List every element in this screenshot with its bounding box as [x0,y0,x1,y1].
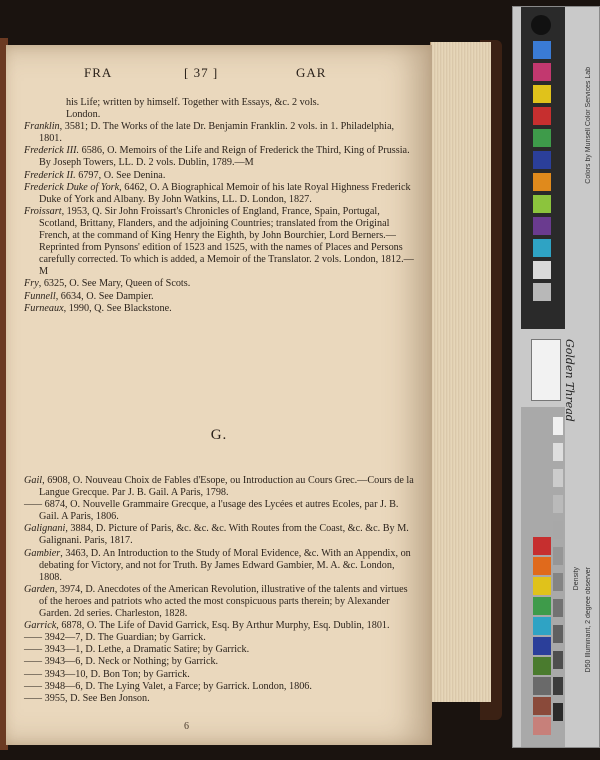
section-letter: G. [210,427,228,443]
entry-description: , 1990, Q. See Blackstone. [63,302,172,314]
color-swatch [533,637,551,655]
color-swatch [533,129,551,147]
catalog-entry [24,644,416,656]
color-swatch [533,195,551,213]
target-side-text-top: Colors by Munsell Color Services Lab [585,67,592,184]
entry-description: , 6908, O. Nouveau Choix de Fables d'Esope, ou Introduction au Cours Grec.—Cours de la Langue Grecque. Par J. B. Gail. A Paris, 1798. [39,475,414,499]
color-swatch [533,151,551,169]
color-swatch [533,617,551,635]
entry-description: 3955, D. See Ben Jonson. [42,692,150,704]
entry-heading: —— [24,680,43,692]
grey-step-swatch [553,599,563,617]
entry-heading: Frederick Duke of York [24,181,120,193]
color-swatch [533,557,551,575]
color-swatch [533,261,551,279]
catalog-entry [24,669,416,681]
entry-heading: Frederick III. [24,145,80,157]
color-swatch [533,537,551,555]
entry-description: , 1953, Q. Sir John Froissart's Chronicles of England, France, Spain, Portugal, Scotland, Brittany, Flanders, and the adjoining Countries; translated from the Original French, at the command of King Henry the Eighth, by John Bourchier, Lord Berners.—Reprinted from Pynsons' edition of 1523 and 1525, with the names of Places and Persons carefully corrected. To which is added, a Memoir of the Translator. 2 vols. London, 1812.—M [39,205,414,278]
color-swatch [533,41,551,59]
header-page-number: [ 37 ] [184,65,219,80]
catalog-entry [24,475,416,499]
entry-description: , 3974, D. Anecdotes of the American Revolution, illustrative of the talents and virtues of the heroes and patriots who acted the most conspicuous parts therein; by Alexander Garden. 2d series. Charleston, 1828. [39,583,408,620]
folio-number: 6 [184,721,189,732]
catalog-entry [24,145,416,169]
catalog-entry [24,499,416,523]
catalog-entry [24,632,416,644]
entry-heading: Garden [24,583,55,595]
page-block-edges [430,42,491,702]
entries-bottom [24,475,416,705]
entry-description: 6874, O. Nouvelle Grammaire Grecque, a l'usage des Lycées et autres Ecoles, par J. B. Gail. A Paris, 1806. [39,499,399,523]
entry-description: , 3581; D. The Works of the late Dr. Benjamin Franklin. 2 vols. in 1. Philadelphia, 1801. [39,121,395,145]
entry-description: 3943—10, D. Bon Ton; by Garrick. [42,668,190,680]
grey-step-swatch [553,573,563,591]
target-density-label: Density [573,567,580,591]
entry-heading: Gail [24,475,43,486]
grey-step-swatch [553,651,563,669]
grey-step-swatch [553,417,563,435]
entry-heading: Gambier [24,547,61,559]
grey-step-swatch [553,469,563,487]
grey-step-swatch [553,547,563,565]
catalog-entry [24,548,416,584]
header-right: GAR [296,65,327,80]
color-swatch [533,63,551,81]
catalog-entry [24,278,416,290]
color-swatch [533,657,551,675]
entry-heading: Fry [24,278,39,290]
entry-description: 3948—6, D. The Lying Valet, a Farce; by Garrick. London, 1806. [42,680,312,692]
catalog-entry [24,206,416,279]
entry-description: , 3884, D. Picture of Paris, &c. &c. &c. With Routes from the Coast, &c. &c. By M. Galignani. Paris, 1817. [39,523,409,547]
color-swatch [533,697,551,715]
catalog-entry [24,121,416,145]
entry-description: , 6878, O. The Life of David Garrick, Esq. By Arthur Murphy, Esq. Dublin, 1801. [56,620,390,632]
entry-heading: Galignani [24,523,66,535]
entry-description: 6797, O. See Denina. [75,169,166,181]
entry-heading: Funnell [24,290,56,302]
entry-continuation: his Life; written by himself. Together with Essays, &c. 2 vols. [66,97,320,108]
grey-step-swatch [553,625,563,643]
catalog-entry [24,523,416,547]
entry-heading: —— [24,692,43,704]
color-swatch [533,717,551,735]
entry-heading: Frederick II. [24,169,76,181]
entry-heading: Franklin [24,121,60,133]
punch-hole-icon [531,15,551,35]
grey-step-swatch [553,443,563,461]
entry-heading: Froissart [24,205,62,217]
entry-description: , 3463, D. An Introduction to the Study of Moral Evidence, &c. With an Appendix, on debating for Victory, and not for Truth. By James Edward Gambier, M. A. &c. London, 1808. [39,547,411,583]
entry-description: 3943—6, D. Neck or Nothing; by Garrick. [42,656,219,668]
color-swatch [533,597,551,615]
color-target [512,6,600,748]
entries-top [24,97,416,315]
entry-heading: —— [24,644,43,656]
catalog-entry [24,291,416,303]
color-swatch [533,173,551,191]
entry-heading: —— [24,499,43,511]
entry-heading: Garrick [24,620,57,632]
grey-step-swatch [553,521,563,539]
catalog-entry [24,182,416,206]
target-logo-icon [531,339,561,401]
grey-step-swatch [553,677,563,695]
color-swatch [533,677,551,695]
entry-description: 6586, O. Memoirs of the Life and Reign of Frederick the Third, King of Prussia. By Joseph Towers, LL. D. 2 vols. Dublin, 1789.—M [39,145,410,169]
entry-heading: —— [24,656,43,668]
running-header [6,65,432,85]
color-swatch [533,85,551,103]
catalog-entry [24,693,416,705]
catalog-entry [24,584,416,620]
entry-continuation: London. [66,109,101,121]
entry-description: 3943—1, D. Lethe, a Dramatic Satire; by Garrick. [42,644,250,656]
catalog-entry [24,620,416,632]
catalog-entry [24,681,416,693]
header-left: FRA [84,65,113,80]
color-swatch [533,239,551,257]
catalog-entry [24,656,416,668]
target-logo-text: Golden Thread [563,339,576,422]
book-page [6,45,432,745]
grey-step-swatch [553,495,563,513]
color-swatch [533,217,551,235]
entry-description: , 6325, O. See Mary, Queen of Scots. [38,278,191,290]
entry-heading: Furneaux [24,302,64,314]
catalog-entry [24,170,416,182]
entry-heading: —— [24,668,43,680]
entry-description: , 6462, O. A Biographical Memoir of his late Royal Highness Frederick Duke of York and Albany. By John Watkins, LL. D. London, 1827. [39,181,411,205]
color-swatch [533,283,551,301]
entry-description: 3942—7, D. The Guardian; by Garrick. [42,632,206,644]
target-side-text-bottom: D50 Illuminant, 2 degree observer [585,567,592,673]
grey-step-swatch [553,703,563,721]
entry-description: , 6634, O. See Dampier. [55,290,154,302]
color-swatch [533,577,551,595]
color-swatch [533,107,551,125]
entry-heading: —— [24,632,43,644]
catalog-entry [24,303,416,315]
